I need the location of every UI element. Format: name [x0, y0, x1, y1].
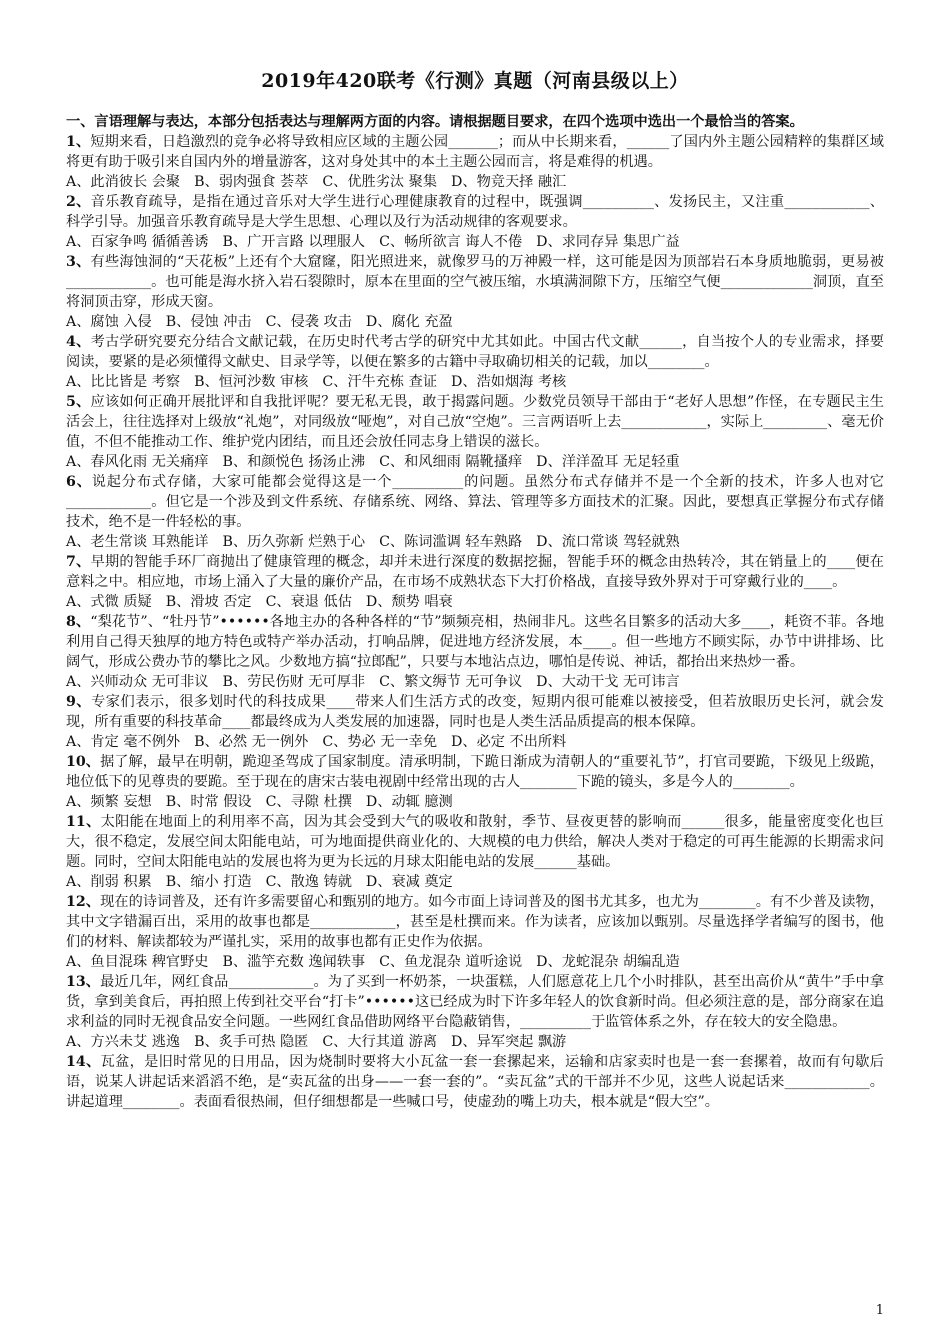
- question-number: 2、: [66, 194, 91, 210]
- question-number: 9、: [66, 694, 92, 710]
- question-body: 短期来看，日趋激烈的竞争必将导致相应区域的主题公园_______；而从中长期来看，______了国内外主题公园精粹的集群区域将更有助于吸引来自国内外的增量游客，这对身处其中的本土主题公园而言，将是难得的机遇。: [66, 134, 884, 170]
- question-text: [66, 1052, 884, 1112]
- question-body: 考古学研究要充分结合文献记载，在历史时代考古学的研究中尤其如此。中国古代文献______，自当按个人的专业需求，择要阅读，要紧的是必须懂得文献史、目录学等，以便在繁多的古籍中寻取确切相关的记载，加以________。: [66, 334, 884, 370]
- option-item: C、势必 无一幸免: [322, 734, 438, 750]
- option-row: [66, 792, 884, 812]
- question-body: 专家们表示，很多划时代的科技成果____带来人们生活方式的改变，短期内很可能难以被接受，但若放眼历史长河，就会发现，所有重要的科技革命____都最终成为人类发展的加速器，同时也是人类生活品质提高的根本保障。: [66, 694, 884, 730]
- question-number: 12、: [66, 894, 101, 910]
- question-text: [66, 132, 884, 172]
- option-item: B、劳民伤财 无可厚非: [222, 674, 366, 690]
- option-row: [66, 1032, 884, 1052]
- question-body: 最近几年，网红食品____________。为了买到一杯奶茶，一块蛋糕，人们愿意花上几个小时排队，甚至出高价从“黄牛”手中拿货，拿到美食后，再拍照上传到社交平台“打卡”••••••这已经成为时下许多年轻人的饮食新时尚。但必须注意的是，部分商家在追求利益的同时无视食品安全问题。一些网红食品借助网络平台隐蔽销售，__________于监管体系之外，存在较大的安全隐患。: [66, 974, 885, 1030]
- question-text: [66, 892, 884, 952]
- section-heading: 一、言语理解与表达，本部分包括表达与理解两方面的内容。请根据题目要求，在四个选项中选出一个最恰当的答案。: [66, 114, 804, 130]
- option-item: B、广开言路 以理服人: [222, 234, 366, 250]
- option-item: D、腐化 充盈: [365, 314, 453, 330]
- option-item: B、恒河沙数 审核: [194, 374, 309, 390]
- question-body: 说起分布式存储，大家可能都会觉得这是一个__________的问题。虽然分布式存储并不是一个全新的技术，许多人也对它____________。但它是一个涉及到文件系统、存储系统、网络、算法、管理等多方面技术的汇聚。因此，要想真正掌握分布式存储技术，绝不是一件轻松的事。: [66, 474, 884, 530]
- question-number: 3、: [66, 254, 91, 270]
- page-number: 1: [875, 1303, 884, 1318]
- question-body: 应该如何正确开展批评和自我批评呢？要无私无畏，敢于揭露问题。少数党员领导干部由于“老好人思想”作怪，在专题民主生活会上，往往选择对上级放“礼炮”，对同级放“哑炮”，对自己放“空炮”。三言两语听上去____________，实际上_________、毫无价值，不但不能推动工作、维护党内团结，而且还会放任同志身上错误的滋长。: [66, 394, 884, 450]
- option-item: B、弱肉强食 荟萃: [194, 174, 309, 190]
- question-number: 5、: [66, 394, 91, 410]
- option-item: B、和颜悦色 扬汤止沸: [222, 454, 366, 470]
- question-body: 有些海蚀洞的“天花板”上还有个大窟窿，阳光照进来，就像罗马的万神殿一样，这可能是因为顶部岩石本身质地脆弱，更易被____________。也可能是海水挤入岩石裂隙时，原本在里面的空气被压缩，水填满洞隙下方，压缩空气便_____________洞顶，直至将洞顶击穿，形成天窗。: [66, 254, 884, 310]
- option-item: B、侵蚀 冲击: [165, 314, 252, 330]
- option-item: C、散逸 铸就: [265, 874, 352, 890]
- question-number: 1、: [66, 134, 91, 150]
- option-item: D、异军突起 飘游: [451, 1034, 567, 1050]
- question-number: 14、: [66, 1054, 101, 1070]
- option-item: D、流口常谈 驾轻就熟: [536, 534, 680, 550]
- question-number: 8、: [66, 614, 91, 630]
- option-item: A、比比皆是 考察: [66, 374, 181, 390]
- question-text: [66, 332, 884, 372]
- option-item: D、必定 不出所料: [451, 734, 567, 750]
- question-body: 瓦盆，是旧时常见的日用品，因为烧制时要将大小瓦盆一套一套摞起来，运输和店家卖时也是一套一套摞着，故而有句歇后语，说某人讲起话来滔滔不绝，是“卖瓦盆的出身——一套一套的”。“卖瓦盆”式的干部并不少见，这些人说起话来____________。讲起道理________。表面看很热闹，但仔细想都是一些喊口号，使虚劲的嘴上功夫，根本就是“假大空”。: [66, 1054, 884, 1110]
- option-item: B、历久弥新 烂熟于心: [222, 534, 366, 550]
- option-item: A、春风化雨 无关痛痒: [66, 454, 209, 470]
- question-number: 7、: [66, 554, 91, 570]
- question-text: [66, 392, 884, 452]
- option-item: A、鱼目混珠 稗官野史: [66, 954, 209, 970]
- content-area: [66, 112, 884, 1112]
- question-text: [66, 192, 884, 232]
- option-item: C、繁文缛节 无可争议: [379, 674, 523, 690]
- option-item: B、滥竽充数 逸闻轶事: [222, 954, 366, 970]
- option-item: A、削弱 积累: [66, 874, 152, 890]
- option-item: B、滑坡 否定: [165, 594, 252, 610]
- option-item: C、侵袭 攻击: [265, 314, 352, 330]
- question-text: [66, 252, 884, 312]
- question-text: [66, 972, 884, 1032]
- option-item: A、老生常谈 耳熟能详: [66, 534, 209, 550]
- question-text: [66, 812, 884, 872]
- question-number: 13、: [66, 974, 101, 990]
- option-row: [66, 732, 884, 752]
- question-text: [66, 472, 884, 532]
- question-body: 早期的智能手环厂商抛出了健康管理的概念，却并未进行深度的数据挖掘，智能手环的概念由热转冷，其在销量上的____便在意料之中。相应地，市场上涌入了大量的廉价产品，在市场不成熟状态下大打价格战，直接导致外界对于可穿戴行业的____。: [66, 554, 884, 590]
- option-item: A、方兴未艾 逃逸: [66, 1034, 181, 1050]
- option-item: A、肯定 毫不例外: [66, 734, 181, 750]
- option-item: C、陈词滥调 轻车熟路: [379, 534, 523, 550]
- option-item: A、兴师动众 无可非议: [66, 674, 209, 690]
- question-text: [66, 612, 884, 672]
- option-row: [66, 312, 884, 332]
- option-item: D、动辄 臆测: [365, 794, 453, 810]
- option-item: C、畅所欲言 诲人不倦: [379, 234, 523, 250]
- option-item: B、缩小 打造: [165, 874, 252, 890]
- option-item: D、求同存异 集思广益: [536, 234, 680, 250]
- question-body: 太阳能在地面上的利用率不高，因为其会受到大气的吸收和散射，季节、昼夜更替的影响而______很多，能量密度变化也巨大，很不稳定，发展空间太阳能电站，可为地面提供商业化的、大规模的电力供给，解决人类对于稳定的可再生能源的长期需求问题。同时，空间太阳能电站的发展也将为更为长远的月球太阳能电站的发展______基础。: [66, 814, 884, 870]
- option-item: D、龙蛇混杂 胡编乱造: [536, 954, 680, 970]
- question-text: [66, 552, 884, 592]
- option-item: D、浩如烟海 考核: [451, 374, 567, 390]
- option-item: B、时常 假设: [165, 794, 252, 810]
- option-item: B、必然 无一例外: [194, 734, 309, 750]
- option-row: [66, 172, 884, 192]
- option-item: C、鱼龙混杂 道听途说: [379, 954, 523, 970]
- option-item: C、优胜劣汰 聚集: [322, 174, 438, 190]
- option-row: [66, 872, 884, 892]
- option-item: A、腐蚀 入侵: [66, 314, 152, 330]
- option-item: D、颓势 唱衰: [365, 594, 453, 610]
- option-row: [66, 452, 884, 472]
- question-number: 6、: [66, 474, 92, 490]
- option-row: [66, 592, 884, 612]
- option-item: C、和风细雨 隔靴搔痒: [379, 454, 523, 470]
- option-item: D、洋洋盈耳 无足轻重: [536, 454, 680, 470]
- question-number: 11、: [66, 814, 101, 830]
- option-item: A、式微 质疑: [66, 594, 152, 610]
- option-item: D、大动干戈 无可讳言: [536, 674, 680, 690]
- question-body: 音乐教育疏导，是指在通过音乐对大学生进行心理健康教育的过程中，既强调__________、发扬民主，又注重____________、科学引导。加强音乐教育疏导是大学生思想、心理以及行为活动规律的客观要求。: [66, 194, 884, 230]
- question-body: 现在的诗词普及，还有许多需要留心和甄别的地方。如今市面上诗词普及的图书尤其多，也尤为________。有不少普及读物，其中文字错漏百出，采用的故事也都是____________，甚至是杜撰而来。作为读者，应该加以甄别。尽量选择学者编写的图书，他们的材料、解读都较为严谨扎实，采用的故事也都有正史作为依据。: [66, 894, 884, 950]
- option-row: [66, 532, 884, 552]
- option-item: B、炙手可热 隐匿: [194, 1034, 309, 1050]
- question-body: 据了解，最早在明朝，跪迎圣驾成了国家制度。清承明制，下跪日渐成为清朝人的“重要礼节”，打官司要跪，下级见上级跪，地位低下的见尊贵的要跪。至于现在的唐宋古装电视剧中经常出现的古人________下跪的镜头，多是今人的________。: [66, 754, 884, 790]
- option-item: D、衰减 奠定: [365, 874, 453, 890]
- option-item: C、汗牛充栋 查证: [322, 374, 438, 390]
- question-list: [66, 132, 884, 1112]
- page-title: 2019年420联考《行测》真题（河南县级以上）: [261, 70, 689, 92]
- question-body: “梨花节”、“牡丹节”••••••各地主办的各种各样的“节”频频亮相，热闹非凡。这些名目繁多的活动大多____，耗资不菲。各地利用自己得天独厚的地方特色或特产举办活动，打响品牌，促进地方经济发展，本____。但一些地方不顾实际，办节中讲排场、比阔气，形成公费办节的攀比之风。少数地方搞“拉郎配”，只要与本地沾点边，哪怕是传说、神话，都抬出来热炒一番。: [66, 614, 885, 670]
- option-item: A、频繁 妄想: [66, 794, 152, 810]
- option-row: [66, 672, 884, 692]
- question-number: 4、: [66, 334, 91, 350]
- option-row: [66, 372, 884, 392]
- option-item: A、此消彼长 会聚: [66, 174, 181, 190]
- question-number: 10、: [66, 754, 101, 770]
- question-text: [66, 692, 884, 732]
- question-text: [66, 752, 884, 792]
- option-item: A、百家争鸣 循循善诱: [66, 234, 209, 250]
- option-row: [66, 232, 884, 252]
- option-item: C、大行其道 游离: [322, 1034, 438, 1050]
- option-item: C、衰退 低估: [265, 594, 352, 610]
- option-item: C、寻隙 杜撰: [265, 794, 352, 810]
- option-item: D、物竞天择 融汇: [451, 174, 567, 190]
- option-row: [66, 952, 884, 972]
